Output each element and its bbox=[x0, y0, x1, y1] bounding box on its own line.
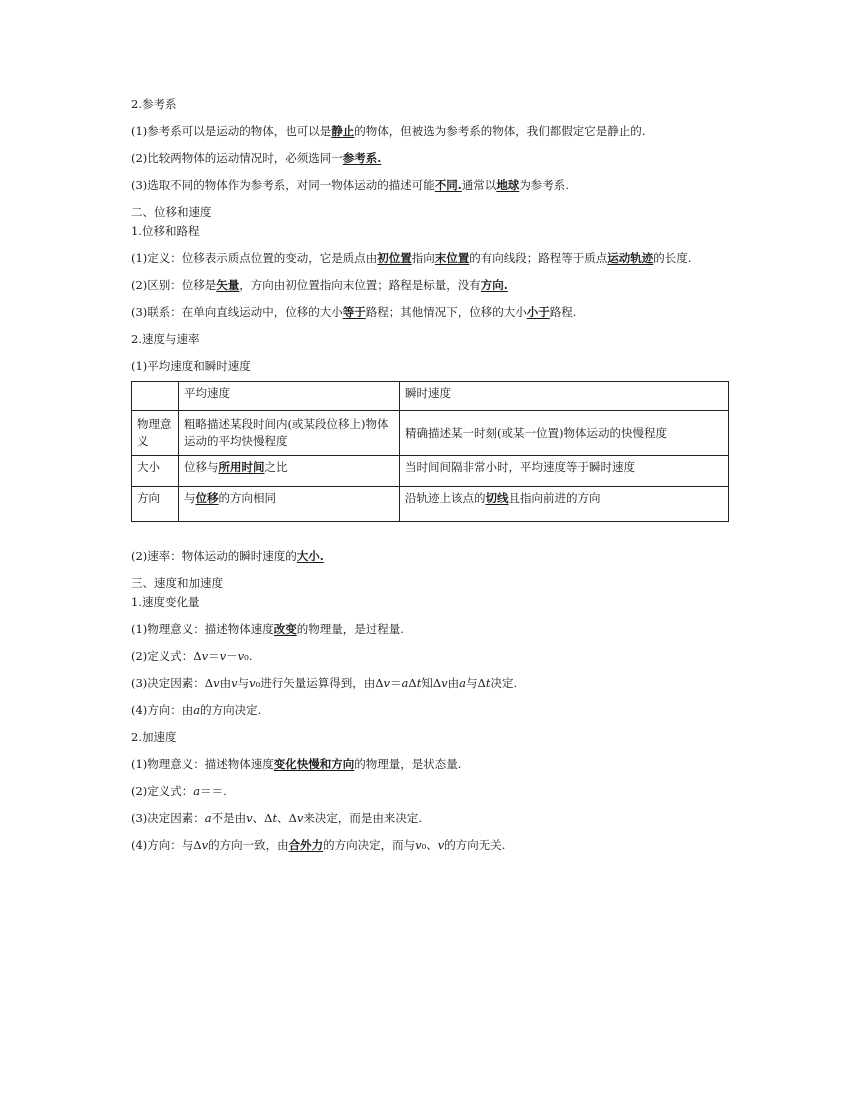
table-cell: 粗略描述某段时间内(或某段位移上)物体运动的平均快慢程度 bbox=[179, 411, 400, 456]
table-header-cell: 瞬时速度 bbox=[400, 382, 729, 411]
subsection-acceleration: 2.加速度 bbox=[131, 730, 177, 744]
table-row bbox=[132, 456, 729, 487]
paragraph-displacement-difference: (2)区别：位移是矢量，方向由初位置指向末位置；路程是标量，没有方向. bbox=[131, 278, 508, 292]
paragraph-acceleration-definition: (2)定义式：a＝＝. bbox=[131, 784, 227, 798]
table-row bbox=[132, 411, 729, 456]
subsection-displacement-distance: 1.位移和路程 bbox=[131, 224, 200, 238]
paragraph-velocity-change-factors: (3)决定因素：Δv由v与v₀进行矢量运算得到，由Δv＝aΔt知Δv由a与Δt决定. bbox=[131, 676, 518, 690]
table-row-label: 大小 bbox=[132, 456, 179, 487]
table-header-cell: 平均速度 bbox=[179, 382, 400, 411]
paragraph-displacement-relation: (3)联系：在单向直线运动中，位移的大小等于路程；其他情况下，位移的大小小于路程. bbox=[131, 305, 577, 319]
table-cell: 沿轨迹上该点的切线且指向前进的方向 bbox=[400, 487, 729, 522]
paragraph-reference-frame-1: (1)参考系可以是运动的物体，也可以是静止的物体，但被选为参考系的物体，我们都假定它是静止的. bbox=[131, 124, 646, 138]
paragraph-reference-frame-3: (3)选取不同的物体作为参考系，对同一物体运动的描述可能不同.通常以地球为参考系. bbox=[131, 178, 569, 192]
paragraph-acceleration-meaning: (1)物理意义：描述物体速度变化快慢和方向的物理量，是状态量. bbox=[131, 757, 462, 771]
velocity-comparison-table bbox=[131, 381, 729, 522]
table-cell: 与位移的方向相同 bbox=[179, 487, 400, 522]
document-page bbox=[131, 96, 731, 864]
paragraph-velocity-change-meaning: (1)物理意义：描述物体速度改变的物理量，是过程量. bbox=[131, 622, 404, 636]
section-heading-reference-frame: 2.参考系 bbox=[131, 97, 177, 111]
table-header-row bbox=[132, 382, 729, 411]
subsection-velocity-change: 1.速度变化量 bbox=[131, 595, 200, 609]
table-row-label: 物理意义 bbox=[132, 411, 179, 456]
paragraph-speed: (2)速率：物体运动的瞬时速度的大小. bbox=[131, 549, 324, 563]
table-cell: 精确描述某一时刻(或某一位置)物体运动的快慢程度 bbox=[400, 411, 729, 456]
paragraph-displacement-definition: (1)定义：位移表示质点位置的变动，它是质点由初位置指向末位置的有向线段；路程等于质点运动轨迹的长度. bbox=[131, 251, 692, 265]
table-cell: 位移与所用时间之比 bbox=[179, 456, 400, 487]
subsection-velocity-speed: 2.速度与速率 bbox=[131, 332, 200, 346]
section-title-velocity-acceleration: 三、速度和加速度 bbox=[131, 576, 223, 590]
table-cell: 当时间间隔非常小时，平均速度等于瞬时速度 bbox=[400, 456, 729, 487]
table-row-label: 方向 bbox=[132, 487, 179, 522]
table-header-cell bbox=[132, 382, 179, 411]
paragraph-velocity-change-direction: (4)方向：由a的方向决定. bbox=[131, 703, 262, 717]
table-row bbox=[132, 487, 729, 522]
paragraph-velocity-change-definition: (2)定义式：Δv＝v－v₀. bbox=[131, 649, 253, 663]
paragraph-reference-frame-2: (2)比较两物体的运动情况时，必须选同一参考系. bbox=[131, 151, 382, 165]
section-title-displacement-velocity: 二、位移和速度 bbox=[131, 205, 212, 219]
paragraph-acceleration-factors: (3)决定因素：a不是由v、Δt、Δv来决定，而是由来决定. bbox=[131, 811, 423, 825]
paragraph-avg-inst-velocity: (1)平均速度和瞬时速度 bbox=[131, 359, 251, 373]
paragraph-acceleration-direction: (4)方向：与Δv的方向一致，由合外力的方向决定，而与v₀、v的方向无关. bbox=[131, 838, 506, 852]
